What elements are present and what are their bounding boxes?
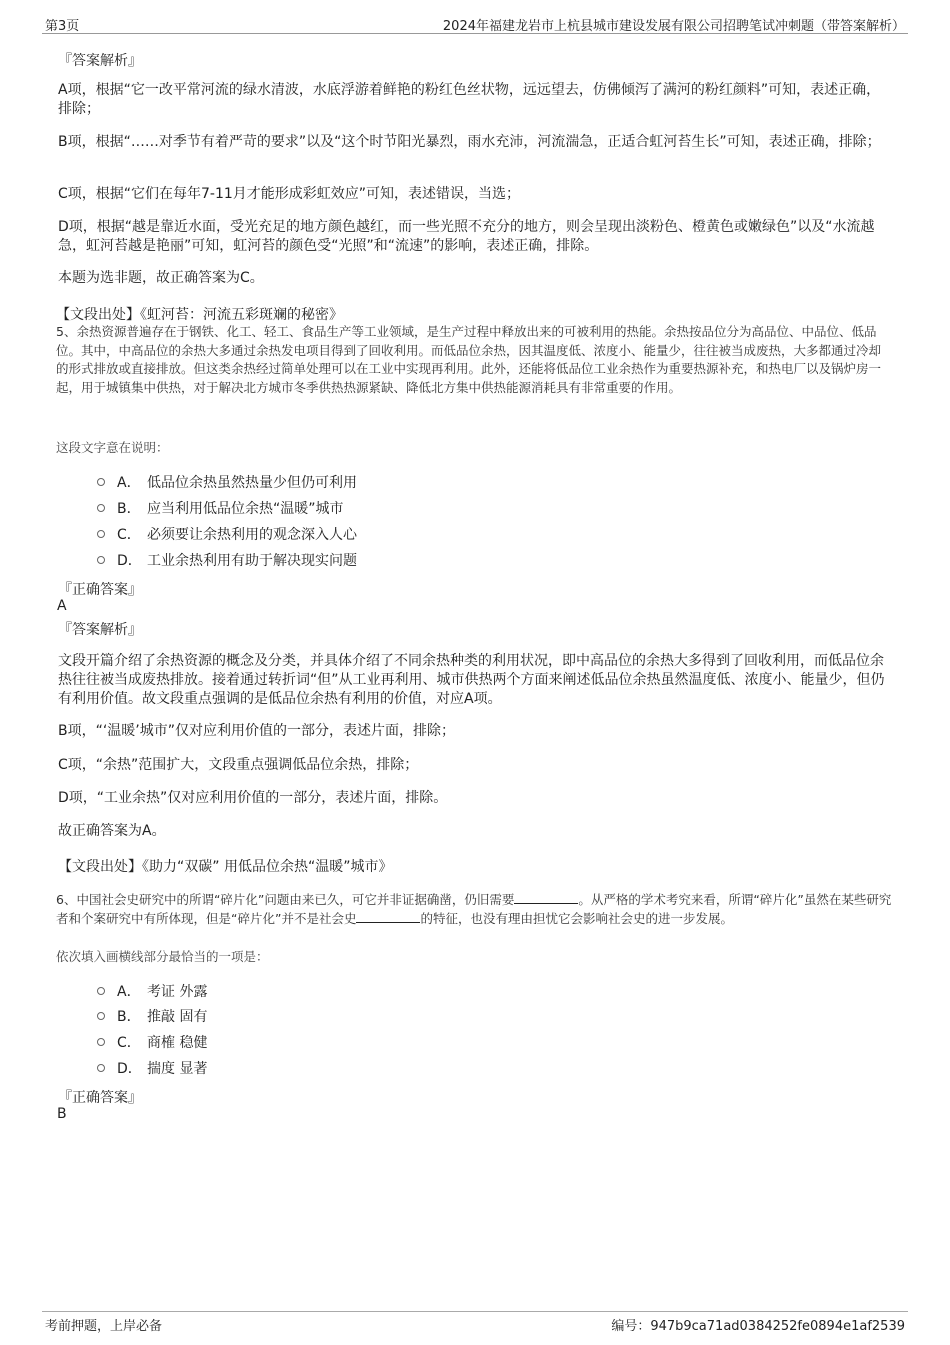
q6-option-d[interactable] [97, 1058, 207, 1078]
document-code: 编号：947b9ca71ad0384252fe0894e1af2539 [611, 1319, 905, 1334]
q4-analysis-label: 『答案解析』 [58, 53, 142, 69]
option-text: 商榷 稳健 [147, 1035, 208, 1051]
q5-prompt: 这段文字意在说明： [56, 440, 169, 455]
q6-stem-part1: 6、中国社会史研究中的所谓“碎片化”问题由来已久，可它并非证据确凿，仍旧需要 [56, 892, 515, 907]
footer-slogan: 考前押题，上岸必备 [45, 1319, 163, 1334]
option-text: 揣度 显著 [147, 1061, 208, 1077]
blank-1 [514, 891, 578, 904]
option-text: 必须要让余热利用的观念深入人心 [147, 527, 357, 543]
option-text: 工业余热利用有助于解决现实问题 [147, 553, 357, 569]
q6-stem-part3: 的特征，也没有理由担忧它会影响社会史的进一步发展。 [420, 910, 733, 926]
document-title: 2024年福建龙岩市上杭县城市建设发展有限公司招聘笔试冲刺题（带答案解析） [442, 19, 905, 34]
q5-answer-label: 『正确答案』 [58, 582, 142, 598]
option-text: 应当利用低品位余热“温暖”城市 [147, 501, 344, 517]
option-text: 考证 外露 [147, 984, 208, 1000]
q5-option-c[interactable] [97, 524, 357, 544]
radio-icon[interactable] [97, 1038, 105, 1046]
q5-analysis-label: 『答案解析』 [58, 622, 142, 638]
q5-analysis-main: 文段开篇介绍了余热资源的概念及分类，并具体介绍了不同余热种类的利用状况，即中高品位的余热大多得到了回收利用，而低品位余热往往被当成废热排放。接着通过转折词“但”从工业再利用、城市供热两个方面来阐述低品位余热虽然温度低、浓度小、能量少，但仍有利用价值。故文段重点强调的是低品位余热有利用的价值，对应A项。 [58, 653, 885, 707]
option-letter: B． [117, 501, 141, 517]
q5-analysis-b: B项，“‘温暖’城市”仅对应利用价值的一部分，表述片面，排除； [58, 723, 456, 739]
option-letter: D． [117, 553, 142, 569]
q6-option-c[interactable] [97, 1032, 207, 1052]
q5-conclusion: 故正确答案为A。 [58, 823, 166, 839]
option-text: 低品位余热虽然热量少但仍可利用 [147, 475, 357, 491]
q5-analysis-d: D项，“工业余热”仅对应利用价值的一部分，表述片面，排除。 [58, 790, 448, 806]
q6-option-a[interactable] [97, 981, 207, 1001]
q5-option-a[interactable] [97, 472, 357, 492]
radio-icon[interactable] [97, 530, 105, 538]
radio-icon[interactable] [97, 1064, 105, 1072]
q4-analysis-a: A项，根据“它一改平常河流的绿水清波，水底浮游着鲜艳的粉红色丝状物，远远望去，仿佛倾泻了满河的粉红颜料”可知，表述正确，排除； [58, 82, 881, 117]
q5-source: 【文段出处】《助力“双碳” 用低品位余热“温暖”城市》 [58, 859, 393, 875]
footer-divider [42, 1311, 908, 1312]
q6-prompt: 依次填入画横线部分最恰当的一项是： [56, 949, 269, 964]
radio-icon[interactable] [97, 987, 105, 995]
option-text: 推敲 固有 [147, 1009, 208, 1025]
option-letter: D． [117, 1061, 142, 1077]
radio-icon[interactable] [97, 478, 105, 486]
q6-answer-label: 『正确答案』 [58, 1090, 142, 1106]
option-letter: A． [117, 984, 141, 1000]
page-number: 第3页 [45, 19, 80, 34]
header-divider [42, 33, 908, 34]
radio-icon[interactable] [97, 504, 105, 512]
q4-analysis-d: D项，根据“越是靠近水面，受光充足的地方颜色越红，而一些光照不充分的地方，则会呈现出淡粉色、橙黄色或嫩绿色”以及“水流越急，虹河苔越是艳丽”可知，虹河苔的颜色受“光照”和“流速”的影响，表述正确，排除。 [58, 219, 875, 254]
option-letter: B． [117, 1009, 141, 1025]
radio-icon[interactable] [97, 1012, 105, 1020]
option-letter: C． [117, 527, 141, 543]
q6-stem-part2: 。从严格的学术考究来看，所谓“碎片化”虽然在某些研究者和个案研究中有所体现，但是“碎片化”并不是社会史 [56, 892, 892, 926]
q5-answer: A [57, 598, 67, 614]
q5-option-d[interactable] [97, 550, 357, 570]
option-letter: A． [117, 475, 141, 491]
q5-analysis-c: C项，“余热”范围扩大，文段重点强调低品位余热，排除； [58, 757, 419, 773]
q6-stem [56, 891, 892, 928]
q4-source: 【文段出处】《虹河苔：河流五彩斑斓的秘密》 [56, 307, 343, 323]
q4-conclusion: 本题为选非题，故正确答案为C。 [58, 270, 264, 286]
q4-analysis-c: C项，根据“它们在每年7-11月才能形成彩虹效应”可知，表述错误，当选； [58, 186, 521, 202]
option-letter: C． [117, 1035, 141, 1051]
q5-stem: 5、余热资源普遍存在于钢铁、化工、轻工、食品生产等工业领域，是生产过程中释放出来的可被利用的热能。余热按品位分为高品位、中品位、低品位。其中，中高品位的余热大多通过余热发电项目得到了回收利用。而低品位余热，因其温度低、浓度小、能量少，往往被当成废热，大多都通过冷却的形式排放或直接排放。但这类余热经过简单处理可以在工业中实现再利用。此外，还能将低品位工业余热作为重要热源补充，和热电厂以及锅炉房一起，用于城镇集中供热，对于解决北方城市冬季供热热源紧缺、降低北方集中供热能源消耗具有非常重要的作用。 [56, 324, 882, 395]
q4-analysis-b: B项，根据“……对季节有着严苛的要求”以及“这个时节阳光暴烈，雨水充沛，河流湍急，正适合虹河苔生长”可知，表述正确，排除； [58, 134, 881, 150]
q6-option-b[interactable] [97, 1006, 207, 1026]
radio-icon[interactable] [97, 556, 105, 564]
q5-option-b[interactable] [97, 498, 344, 518]
q6-answer: B [57, 1106, 67, 1122]
blank-2 [356, 910, 420, 923]
